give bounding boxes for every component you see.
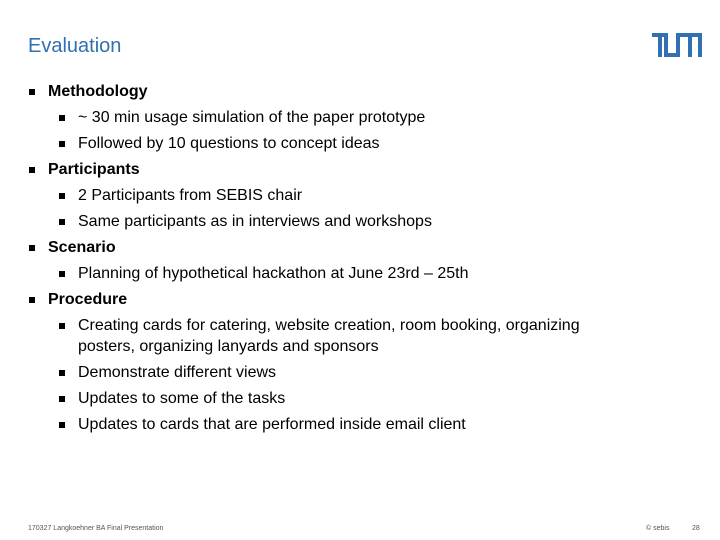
list-item: Participants xyxy=(48,161,140,178)
bullet-icon xyxy=(59,370,65,376)
bullet-icon xyxy=(59,193,65,199)
bullet-icon xyxy=(59,141,65,147)
list-item: Demonstrate different views xyxy=(78,364,277,381)
list-item: Followed by 10 questions to concept ideas xyxy=(78,135,380,152)
bullet-icon xyxy=(59,396,65,402)
footer-copyright: © sebis xyxy=(646,525,670,532)
list-item: Methodology xyxy=(48,83,148,100)
bullet-icon xyxy=(29,297,35,303)
list-item: Updates to some of the tasks xyxy=(78,390,286,407)
bullet-icon xyxy=(59,219,65,225)
list-item: Creating cards for catering, website creation, room booking, organizing xyxy=(78,317,580,334)
bullet-icon xyxy=(29,89,35,95)
list-item-continuation: posters, organizing lanyards and sponsors xyxy=(78,338,379,355)
tum-logo-icon xyxy=(652,33,702,57)
footer-page-number: 28 xyxy=(692,525,700,532)
slide-title: Evaluation xyxy=(28,35,122,57)
list-item: Same participants as in interviews and workshops xyxy=(78,213,432,230)
list-item: Scenario xyxy=(48,239,116,256)
list-item: Procedure xyxy=(48,291,128,308)
bullet-icon xyxy=(59,115,65,121)
bullet-icon xyxy=(59,323,65,329)
footer-presentation-title: 170327 Langkoehner BA Final Presentation xyxy=(28,525,164,532)
bullet-icon xyxy=(29,245,35,251)
list-item: Planning of hypothetical hackathon at June 23rd – 25th xyxy=(78,265,469,282)
list-item: ~ 30 min usage simulation of the paper prototype xyxy=(78,109,426,126)
list-item: 2 Participants from SEBIS chair xyxy=(78,187,303,204)
bullet-icon xyxy=(59,422,65,428)
bullet-icon xyxy=(59,271,65,277)
bullet-icon xyxy=(29,167,35,173)
list-item: Updates to cards that are performed inside email client xyxy=(78,416,466,433)
